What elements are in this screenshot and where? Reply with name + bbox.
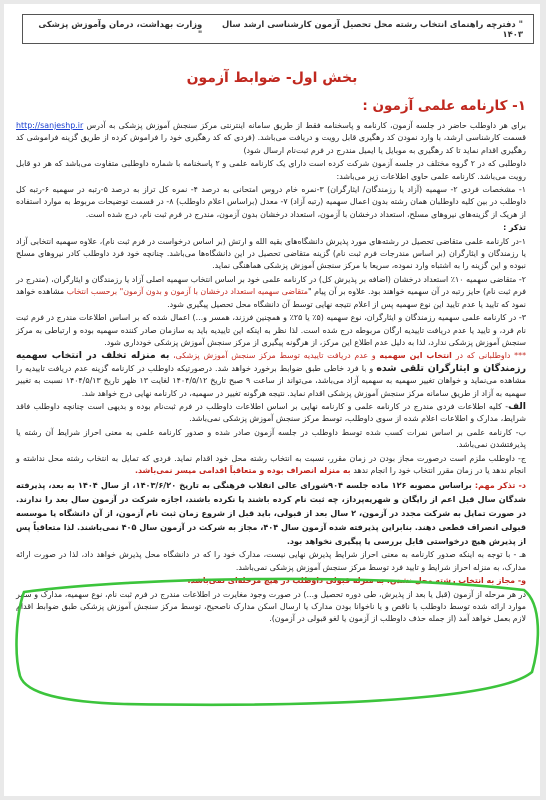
warning-bold: به منزله تخلف در انتخاب سهمیه رزمندگان و ایثارگران تلقی شده <box>16 350 526 374</box>
document-body <box>16 120 526 627</box>
item-d-text: براساس مصوبه ۱۲۶ ماده جلسه ۹۰۴شورای عالی انقلاب فرهنگی به تاریخ ۱۴۰۳/۶/۲۰، از سال ۱۴۰۴ به بعد، پذیرفته شدگان سال قبل اعم از رایگان و شهریه‌پرداز، چه ثبت نام کرده باشند یا نکرده باشند، اجازه شرکت در آزمون سال بعد را ندارند. در صورت تمایل به شرکت مجدد در آزمون، ۲ سال بعد از قبولی، باید قبل از شروع زمان ثبت نام آزمون، از آن دانشگاه یا موسسه قبولی انصراف قطعی دهند. بنابراین پذیرفته شده آزمون سال ۴۰۴، مجاز به شرکت در آزمون سال ۴۰۵ نمی‌باشند. لذا متعاقباً پس از پذیرش هیچ درخواستی قابل بررسی یا پیگیری نخواهد بود. <box>16 480 526 547</box>
item-d-important <box>16 478 526 548</box>
warning-red-a: *** داوطلبانی که در <box>451 351 527 361</box>
note-2 <box>16 274 526 311</box>
note-heading: تذکر : <box>503 223 526 233</box>
item-j-red: به منزله انصراف بوده و متعاقباً اقدامی میسر نمی‌باشد. <box>134 465 354 475</box>
warning-quota <box>16 350 526 400</box>
warning-red-b: و عدم دریافت تاییدیه توسط مرکز سنجش آموزش پزشکی، <box>169 351 380 361</box>
item-b: ب- کارنامه علمی بر اساس نمرات کسب شده توسط داوطلب در جلسه آزمون صادر شده و صدور کارنامه علمی به معنی احراز شرایط آن رشته یا پذیرفتشدن نمی‌باشد. <box>16 427 526 450</box>
heading-score-report: ۱- کارنامه علمی آزمون : <box>362 98 526 114</box>
item-he: هـ - با توجه به اینکه صدور کارنامه به معنی احراز شرایط پذیرش نهایی نیست، مدارک خود را که در دانشگاه محل پذیرش خواهد داد، لذا در صورت ارائه مدارک، به منزله احراز شرایط و تایید فرد توسط مرکز سنجش آموزش پزشکی نمی‌باشد. <box>16 550 526 572</box>
item-j-text: ج- داوطلب ملزم است درصورت مجاز بودن در زمان مقرر، نسبت به انتخاب رشته محل خود اقدام نماید. فردی که تمایل به انتخاب رشته محل نداشته و انجام ندهد یا در زمان مقرر انتخاب خود را انجام ندهد <box>16 453 526 475</box>
paragraph-intro-text: برای هر داوطلب حاضر در جلسه آزمون، کارنامه و پاسخنامه فقط از طریق سامانه اینترنتی مرکز سنجش آموزش پزشکی به آدرس <box>86 121 526 130</box>
item-alef-label: الف <box>508 400 526 412</box>
document-page <box>4 4 540 796</box>
item-alef-text: - کلیه اطلاعات فردی مندرج در کارنامه علمی و کارنامه نهایی بر اساس اطلاعات داوطلب در فرم ثبت‌نام بوده و بدیهی است چنانچه داوطلب فاقد شرایط، مدارک و اطلاعات اعلام شده از سوی داوطلب، توسط مرکز سنجش آموزش پزشکی نمی‌باشد. <box>16 401 526 424</box>
item-alef <box>16 401 526 426</box>
paragraph-intro <box>16 120 526 157</box>
header-booklet-title: " دفترچه راهنمای انتخاب رشته محل تحصیل آزمون کارشناسی ارشد سال ۱۴۰۳ <box>221 19 523 39</box>
note-2-text: ۲- متقاضی سهمیه ۱۰٪ استعداد درخشان (اضافه بر پذیرش کل) در کارنامه علمی خود بر اساس انتخاب سهمیه اصلی آزاد یا رزمندگان و ایثارگران، (مندرج در فرم ثبت نام) حایز رتبه در آن سهمیه خواهند بود. علاوه بر آن پیام " <box>16 274 526 297</box>
note-2-red: متقاضی سهمیه استعداد درخشان با آزمون و بدون آزمون" برحسب انتخاب <box>66 287 308 297</box>
section-title: بخش اول- ضوابط آزمون <box>186 70 358 86</box>
sanjesh-link[interactable]: http://sanjeshp.ir <box>16 121 84 130</box>
note-3: ۳- در کارنامه علمی سهمیه رزمندگان و ایثارگران، نوع سهمیه (۵٪ یا ۲۵٪ و همچنین فرزند، همسر و...) اعمال شده که بر اساس اطلاعات مندرج در فرم ثبت نام فرد، و تایید یا عدم دریافت تاییدیه ارگان مربوطه درج شده است. لذا نظر به اینکه این تاییدیه باید به سازمان صادر کننده سهمیه بوده و ارتباطی به مرکز سنجش آموزش پزشکی ندارد، لذا به دلیل عدم اطلاع این مرکز، از هرگونه پیگیری از مرکز سنجش آموزش پزشکی خودداری شود. <box>16 313 526 347</box>
paragraph-two-groups: داوطلبی که در ۲ گروه مختلف در جلسه آزمون شرکت کرده است دارای یک کارنامه علمی و ۲ پاسخنامه با شماره داوطلبی متفاوت می‌باشد که هر دو قابل رویت می‌باشد. کارنامه علمی حاوی اطلاعات زیر می‌باشد: <box>16 159 526 181</box>
paragraph-final: در هر مرحله از آزمون (قبل یا بعد از پذیرش، طی دوره تحصیل و...) در صورت وجود مغایرت در اطلاعات مندرج در فرم ثبت نام، نوع سهمیه، مدارک و سایر موارد ارائه شده توسط داوطلب با ناقص و یا ناخوانا بودن مدارک یا ارسال اسکن مدارک ناصحیح، توسط مرکز سنجش آموزش پزشکی طبق ضوابط اقدام لازم بعمل خواهد آمد (از جمله حذف داوطلب از آزمون یا لغو قبولی در آزمون). <box>16 589 526 624</box>
header-ministry: وزارت بهداشت، درمان وآموزش پزشکی " <box>38 19 203 39</box>
warning-text: و با فرد خاطی طبق ضوابط برخورد خواهد شد. درصورتیکه داوطلب در کارنامه گزینه عدم دریافت تاییدیه را مشاهده می‌نماید و خواهان تغییر سهمیه به سهمیه آزاد می‌باشد، می‌تواند از ساعت ۹ صبح تاریخ ۱۴۰۴/۵/۱۲ لغایت ۱۳ ظهر تاریخ ۱۴۰۴/۵/۱۳ نسبت به تغییر سهمیه به آزاد از طریق سامانه مرکز سنجش آموزش پزشکی اقدام نماید. نتیجه هرگونه تغییر در سهمیه، در کارنامه نهایی درج خواهد شد. <box>16 363 527 398</box>
page-header <box>22 14 534 44</box>
paragraph-intro-text-2: قسمت کارشناسی ارشد، با وارد نمودن کد رهگیری قابل رویت و دریافت می‌باشد. (فردی که کد رهگیری خود را فراموش کرده از طریق گزینه فراموشی کد رهگیری اقدام نماید تا کد رهگیری به موبایل یا ایمیل مندرج در فرم ثبت‌نام ارسال شود) <box>16 133 526 155</box>
item-j <box>16 453 526 478</box>
note-2-text-2: مشاهده خواهد نمود که تایید یا عدم تایید این نوع سهمیه پس از اعلام نتیجه نهایی توسط آن دانشگاه محل تحصیل پیگیری شود. <box>16 287 526 309</box>
item-v: و- مجاز به انتخاب رشته محل نشدن، به منزله قبولی داوطلب در هیچ مرحله‌ای نمی‌باشد. <box>187 576 526 586</box>
note-1: ۱-در کارنامه علمی متقاضی تحصیل در رشته‌های مورد پذیرش دانشگاه‌های بقیه الله و ارتش (بر اساس درخواست در فرم ثبت نام)، علاوه سهمیه انتخابی آزاد یا رزمندگان و ایثارگران (بر اساس مندرجات فرم ثبت نام) گزینه متقاضی تحصیل در این دانشگاه‌ها می‌باشد. چنانچه خود فرد داوطلب کادر نیروهای مسلح نبوده و این گزینه را به اشتباه وارد نموده، سریعا با مرکز سنجش آموزش پزشکی هماهنگی نماید. <box>16 236 526 271</box>
warning-red-bold: انتخاب این سهمیه <box>379 351 452 361</box>
paragraph-report-items: ۱- مشخصات فردی ۲- سهمیه (آزاد یا رزمندگان/ ایثارگران) ۳-نمره خام دروس امتحانی به درصد ۴- نمره کل تراز به درصد ۵-رتبه در سهمیه ۶-رتبه کل داوطلب در بین کلیه داوطلبان همان رشته بدون اعمال سهمیه (رتبه آزاد) ۷- معدل (براساس اعلام داوطلب) ۸- در قسمت توضیحات مربوط به موارد استفاده از هریک از گزینه‌های نیروهای مسلح، استعداد درخشان با آزمون، استعداد درخشان بدون آزمون، مندرج در فرم ثبت نام، درج شده است. <box>16 185 526 219</box>
item-d-label: د- تذکر مهم: <box>474 480 527 491</box>
